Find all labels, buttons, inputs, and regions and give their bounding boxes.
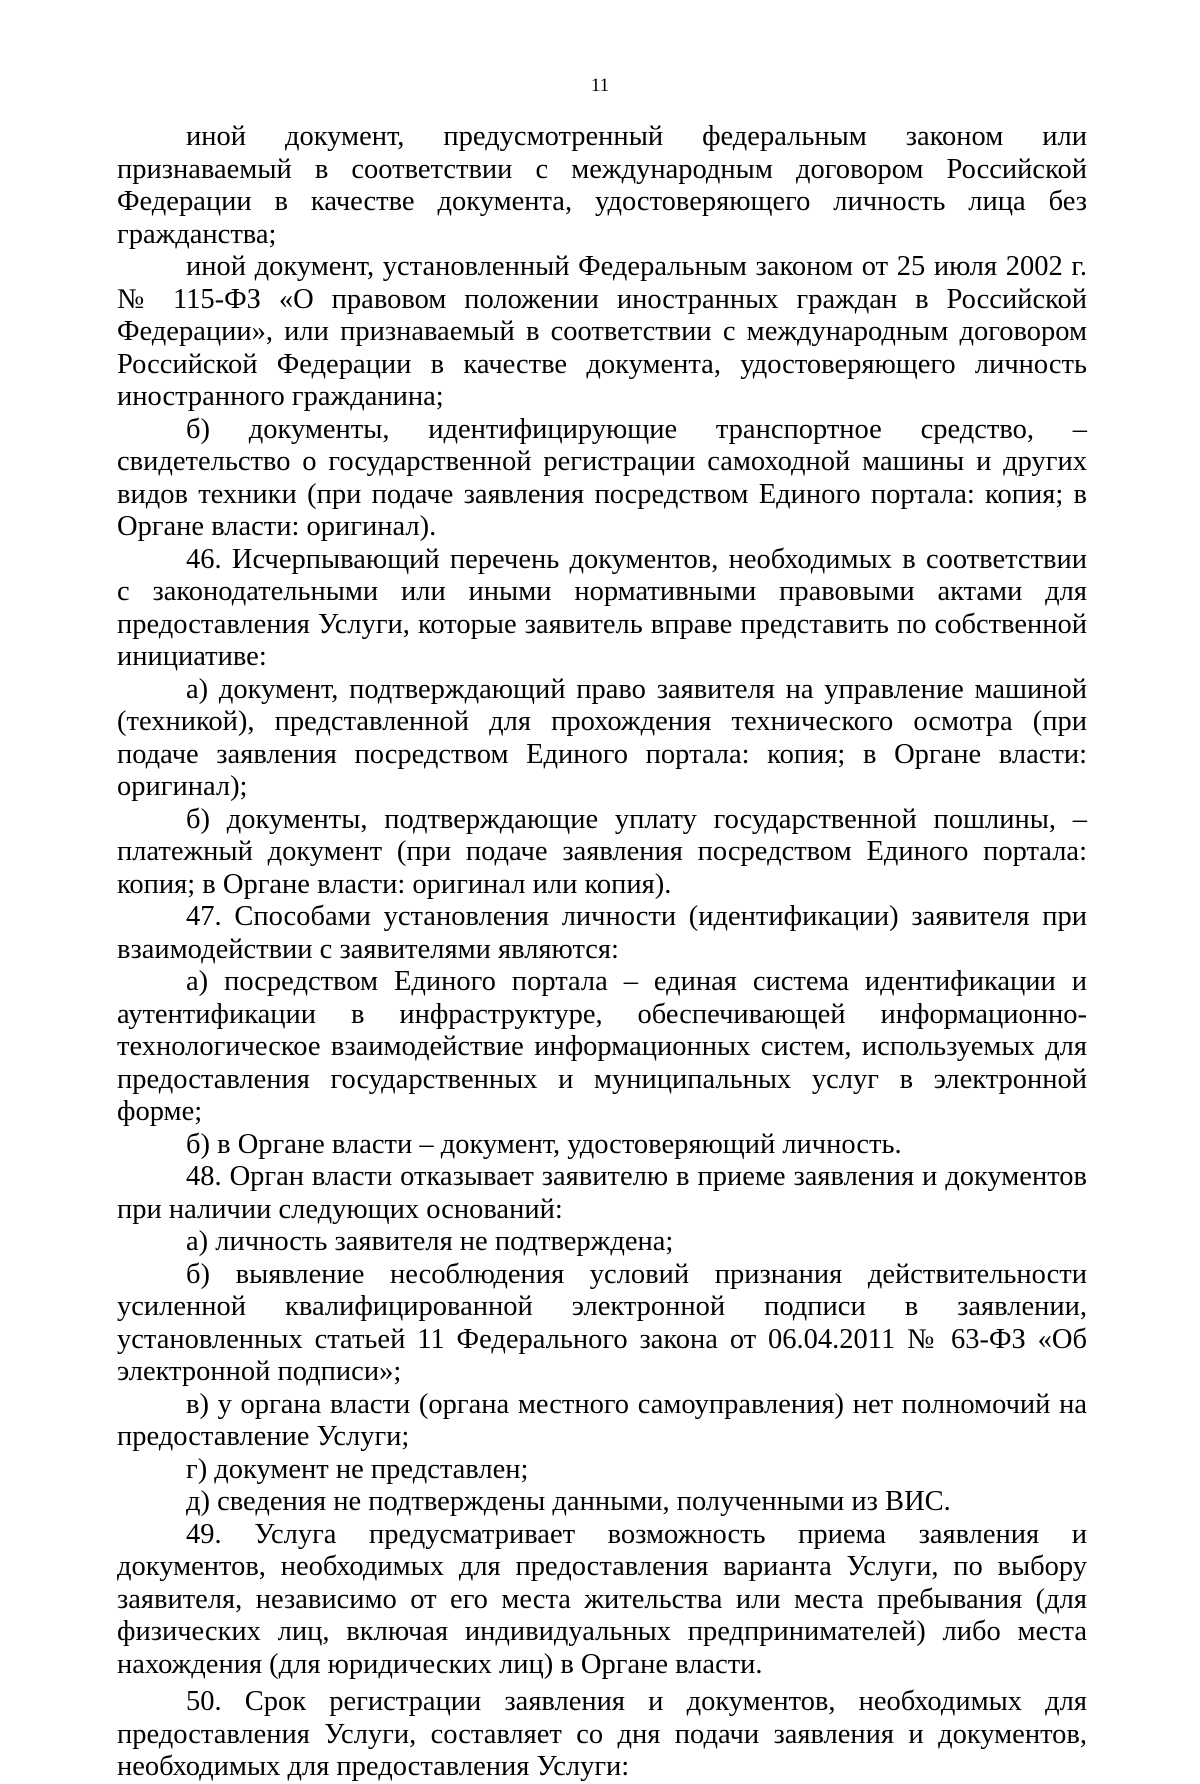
paragraph-item-49: 49. Услуга предусматривает возможность приема заявления и документов, необходимых для предоставления варианта Услуги, по выбору заявителя, независимо от его места жительства или места пребывания (для физических лиц, включая индивидуальных предпринимателей) либо места нахождения (для юридических лиц) в Органе власти. <box>117 1518 1087 1680</box>
paragraph: иной документ, предусмотренный федеральным законом или признаваемый в соответствии с международным договором Российской Федерации в качестве документа, удостоверяющего личность лица без гражданства; <box>117 121 1087 250</box>
paragraph: а) документ, подтверждающий право заявителя на управление машиной (техникой), представленной для прохождения технического осмотра (при подаче заявления посредством Единого портала: копия; в Органе власти: оригинал); <box>117 673 1087 802</box>
paragraph: б) документы, идентифицирующие транспортное средство, – свидетельство о государственной регистрации самоходной машины и других видов техники (при подаче заявления посредством Единого портала: копия; в Органе власти: оригинал). <box>117 413 1087 542</box>
paragraph-item-50: 50. Срок регистрации заявления и документов, необходимых для предоставления Услуги, составляет со дня подачи заявления и документов, необходимых для предоставления Услуги: <box>117 1686 1087 1782</box>
paragraph: б) документы, подтверждающие уплату государственной пошлины, – платежный документ (при подаче заявления посредством Единого портала: копия; в Органе власти: оригинал или копия). <box>117 803 1087 900</box>
paragraph: иной документ, установленный Федеральным законом от 25 июля 2002 г. № 115-ФЗ «О правовом положении иностранных граждан в Российской Федерации», или признаваемый в соответствии с международным договором Российской Федерации в качестве документа, удостоверяющего личность иностранного гражданина; <box>117 251 1087 412</box>
paragraph: а) личность заявителя не подтверждена; <box>186 1226 674 1257</box>
paragraph: б) выявление несоблюдения условий признания действительности усиленной квалифицированной электронной подписи в заявлении, установленных статьей 11 Федерального закона от 06.04.2011 № 63-ФЗ «Об электронной подписи»; <box>117 1258 1087 1387</box>
paragraph-item-47: 47. Способами установления личности (идентификации) заявителя при взаимодействии с заявителями являются: <box>117 901 1087 965</box>
paragraph: в) у органа власти (органа местного самоуправления) нет полномочий на предоставление Услуги; <box>117 1388 1087 1452</box>
paragraph-item-46: 46. Исчерпывающий перечень документов, необходимых в соответствии с законодательными или иными нормативными правовыми актами для предоставления Услуги, которые заявитель вправе представить по собственной инициативе: <box>117 543 1087 672</box>
paragraph: д) сведения не подтверждены данными, полученными из ВИС. <box>186 1486 951 1517</box>
paragraph: б) в Органе власти – документ, удостоверяющий личность. <box>186 1128 902 1160</box>
paragraph-item-48: 48. Орган власти отказывает заявителю в приеме заявления и документов при наличии следующих оснований: <box>117 1161 1087 1225</box>
paragraph: а) посредством Единого портала – единая система идентификации и аутентификации в инфраструктуре, обеспечивающей информационно-технологическое взаимодействие информационных систем, используемых для предоставления государственных и муниципальных услуг в электронной форме; <box>117 966 1087 1127</box>
paragraph: г) документ не представлен; <box>186 1453 529 1485</box>
page-number: 11 <box>590 75 610 96</box>
document-body <box>117 121 1087 1784</box>
